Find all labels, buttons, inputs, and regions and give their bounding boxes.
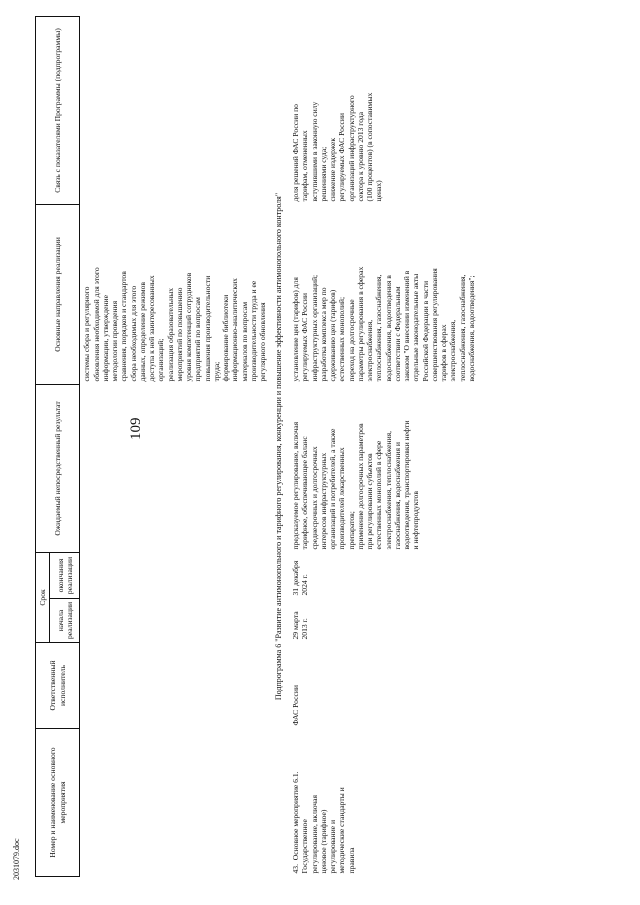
header-term: Срок [36, 552, 50, 642]
header-executor: Ответственный исполнитель [36, 643, 80, 729]
header-term-end: окончания реализации [50, 552, 80, 598]
header-directions: Основные направления реализации [36, 204, 80, 384]
row-number: 43. [291, 864, 300, 874]
table-row [289, 16, 478, 876]
subprogram-row [269, 16, 289, 876]
measure-name-text: Основное мероприятие 6.1. Государственное регулирование, включая ценовое (тарифное) регулирование и методические стандарты и правила [291, 771, 356, 874]
continuation-directions: системы сбора и регулярного обновления необходимой для этого информации, утверждение методологии проведения сравнения, порядков и стандартов сбора необходимых для этого данных, определение режимов доступа к ней заинтересованных организаций; реализация образовательных мероприятий по повышению уровня компетенций сотрудников предприятий по вопросам повышения производительности труда; формирование библиотеки информационно-аналитических материалов по вопросам производительности труда и ее регулярного обновления [82, 267, 267, 382]
header-result: Ожидаемый непосредственный результат [36, 384, 80, 552]
footer-filename: 2031079.doc [12, 838, 21, 880]
program-indicators: доля решений ФАС России по тарифам, отмененных вступившими в законную силу решениями суда; снижение издержек регулируемых ФАС России организаций инфраструктурного сектора к уровню 2013 года (100 процентов) (в сопоставимых ценах) [291, 92, 384, 202]
header-term-start: начала реализации [50, 599, 80, 643]
header-link: Связь с показателями Программы (подпрограммы) [36, 16, 80, 204]
start-date: 29 марта 2013 г. [291, 611, 310, 640]
end-date: 31 декабря 2024 г. [291, 560, 310, 596]
measures-table [35, 16, 478, 877]
measure-name [289, 729, 478, 877]
executor: ФАС России [291, 685, 300, 726]
rotated-page [35, 17, 605, 877]
expected-result: предсказуемое регулирование, включая тарифное, обеспечивающее баланс среднесрочных и долгосрочных интересов инфраструктурных организаций и потребителей, а также производителей лекарственных препаратов; применение долгосрочных параметров при регулировании субъектов естественных монополий в сфере электроснабжения, теплоснабжения, газоснабжения, водоснабжения и водоотведения, транспортировки нефти и нефтепродуктов [291, 420, 421, 550]
continuation-row [80, 16, 270, 876]
implementation-directions: установление цен (тарифов) для регулируемых ФАС России инфраструктурных организаций; разработка комплекса мер по сдерживанию цен (тарифов) естественных монополий; переход на долгосрочные параметры регулирования в сферах электроснабжения, теплоснабжения, газоснабжения, водоснабжения, водоотведения в соответствии с Федеральным законом "О внесении изменений в отдельные законодательные акты Российской Федерации в части совершенствования регулирования тарифов в сферах электроснабжения, теплоснабжения, газоснабжения, водоснабжения, водоотведения"; [291, 266, 476, 382]
subprogram-title: Подпрограмма 6 "Развитие антимонопольного и тарифного регулирования, конкуренции и повышение эффективности антимонопольного контроля" [274, 192, 284, 701]
page-number: 109 [128, 417, 144, 440]
header-number-name: Номер и наименование основного мероприятия [36, 729, 80, 877]
table-header [36, 16, 80, 876]
